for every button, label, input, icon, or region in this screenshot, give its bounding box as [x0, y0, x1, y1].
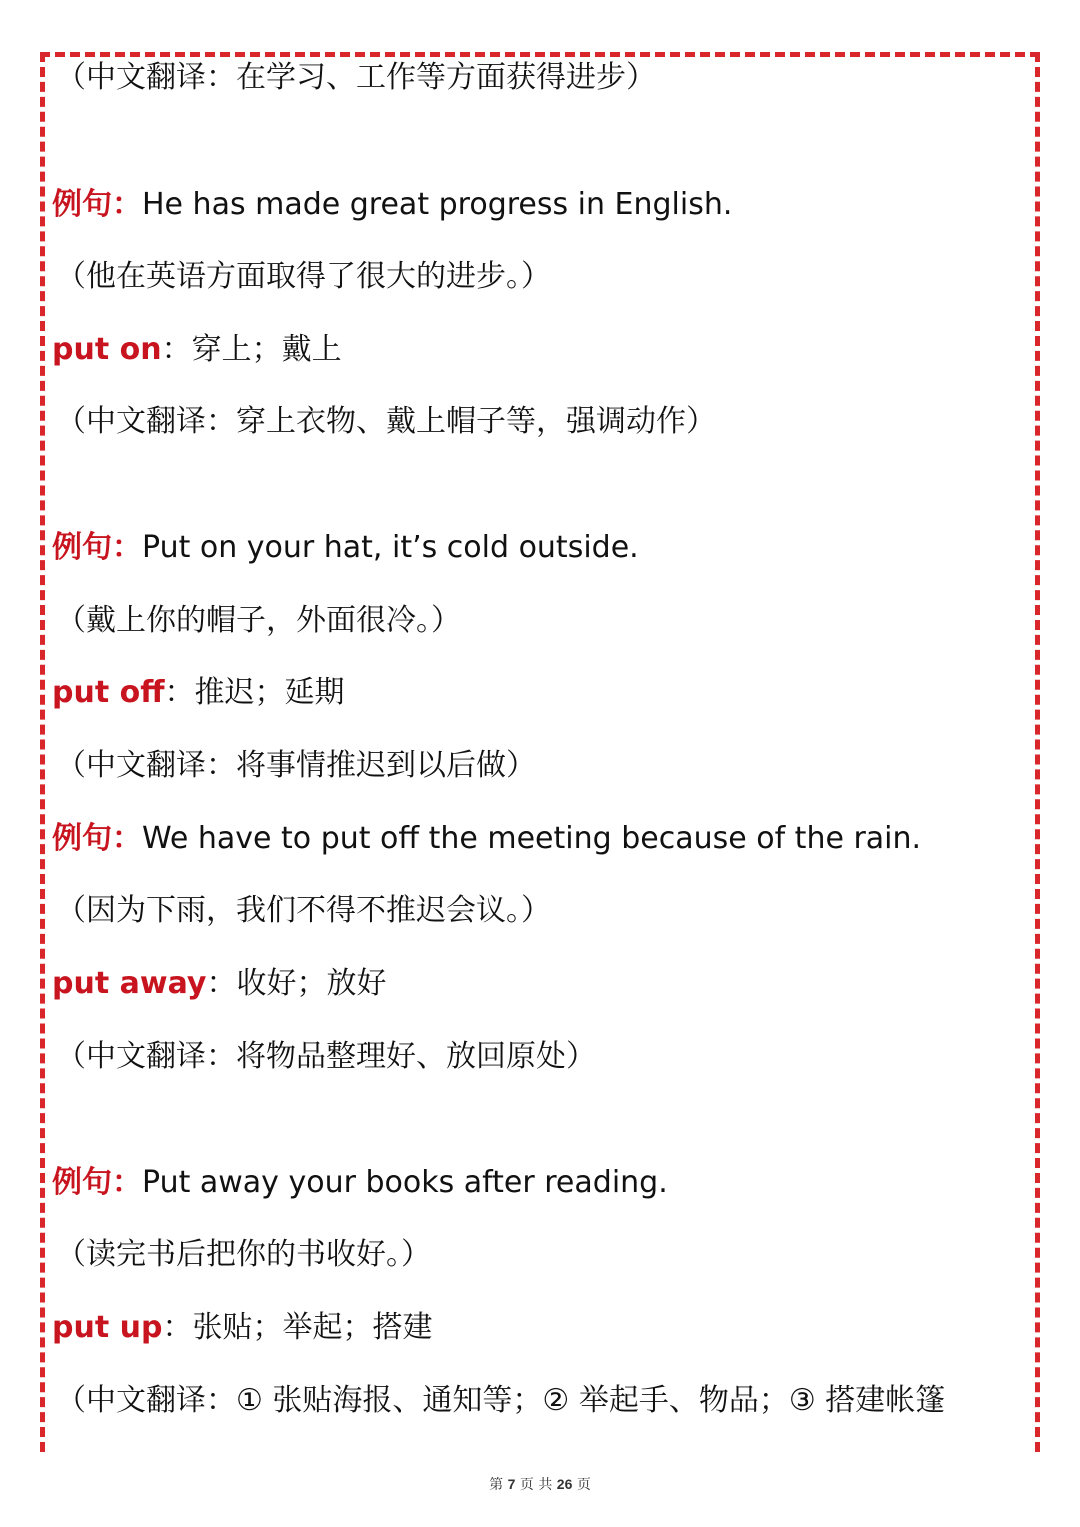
footer-suffix: 页: [576, 1477, 591, 1493]
example-label: 例句：: [52, 1165, 142, 1200]
phrase-entry: [52, 330, 342, 370]
translation-line: [56, 257, 551, 297]
line-text: Put on your hat, it’s cold outside.: [142, 530, 639, 565]
line-text: Put away your books after reading.: [142, 1165, 668, 1200]
example-line: [52, 185, 732, 225]
translation-line: [56, 601, 461, 641]
line-text: （中文翻译：将物品整理好、放回原处）: [56, 1039, 596, 1074]
example-label: 例句：: [52, 530, 142, 565]
footer-middle: 页 共: [519, 1477, 553, 1493]
phrase-meaning: ：张贴；举起；搭建: [162, 1310, 433, 1345]
translation-line: [56, 1235, 431, 1275]
line-text: （中文翻译：在学习、工作等方面获得进步）: [56, 60, 656, 95]
translation-line: [56, 1037, 596, 1077]
phrase-entry: [52, 964, 386, 1004]
phrase-label: put away: [52, 966, 207, 1001]
example-line: [52, 1163, 668, 1203]
phrase-meaning: ：推迟；延期: [164, 675, 345, 710]
line-text: He has made great progress in English.: [142, 187, 733, 222]
line-text: （他在英语方面取得了很大的进步。）: [56, 259, 551, 294]
example-label: 例句：: [52, 187, 142, 222]
line-text: （读完书后把你的书收好。）: [56, 1237, 431, 1272]
translation-line: [56, 402, 716, 442]
line-text: （中文翻译：① 张贴海报、通知等；② 举起手、物品；③ 搭建帐篷: [56, 1383, 946, 1418]
translation-line: [56, 891, 551, 931]
translation-line: [56, 746, 536, 786]
phrase-label: put up: [52, 1310, 163, 1345]
footer-prefix: 第: [489, 1477, 504, 1493]
phrase-label: put on: [52, 332, 162, 367]
phrase-meaning: ：穿上；戴上: [161, 332, 342, 367]
line-text: We have to put off the meeting because of the rain.: [142, 821, 922, 856]
line-text: （戴上你的帽子，外面很冷。）: [56, 603, 461, 638]
translation-line: [56, 58, 656, 98]
line-text: （中文翻译：穿上衣物、戴上帽子等，强调动作）: [56, 404, 716, 439]
phrase-entry: [52, 1308, 432, 1348]
line-text: （因为下雨，我们不得不推迟会议。）: [56, 893, 551, 928]
current-page-number: 7: [507, 1476, 516, 1492]
phrase-label: put off: [52, 675, 165, 710]
total-page-number: 26: [556, 1476, 573, 1492]
example-line: [52, 819, 921, 859]
page-footer: [0, 1474, 1080, 1494]
example-label: 例句：: [52, 821, 142, 856]
phrase-meaning: ：收好；放好: [206, 966, 387, 1001]
example-line: [52, 528, 639, 568]
translation-line: [56, 1381, 945, 1421]
line-text: （中文翻译：将事情推迟到以后做）: [56, 748, 536, 783]
phrase-entry: [52, 673, 345, 713]
